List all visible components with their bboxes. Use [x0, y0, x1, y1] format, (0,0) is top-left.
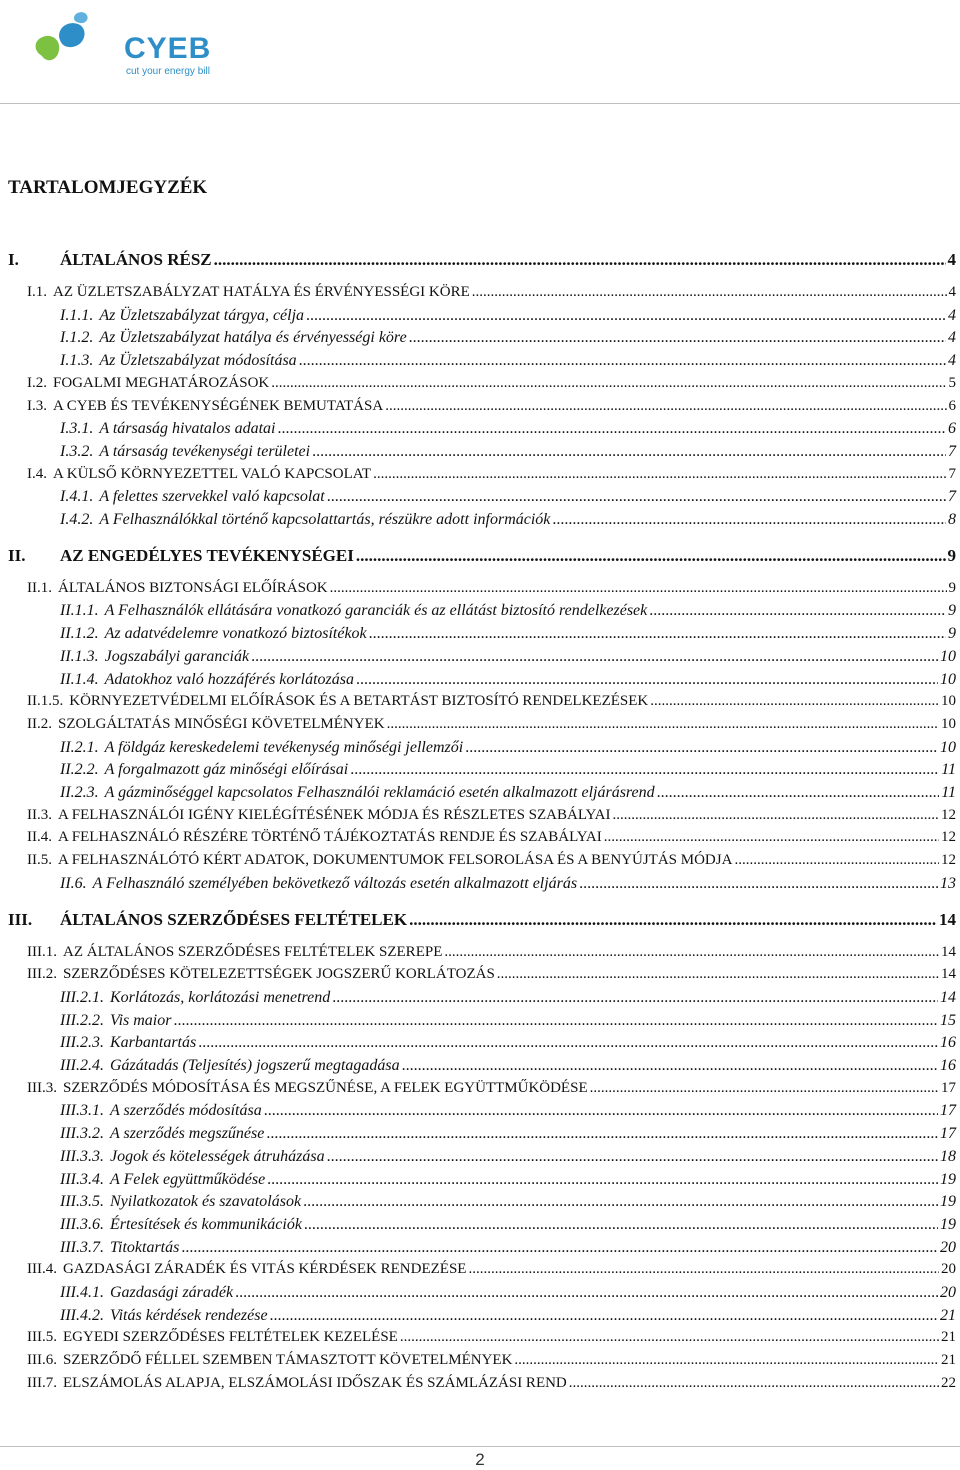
toc-entry-page: 10 [940, 647, 956, 665]
toc-dot-leader [604, 829, 939, 846]
toc-entry-title: Az adatvédelemre vonatkozó biztosítékok [104, 625, 367, 643]
toc-entry-title: Az Üzletszabályzat módosítása [99, 352, 297, 370]
toc-entry-title: Az Üzletszabályzat tárgya, célja [99, 306, 305, 324]
toc-dot-leader [173, 1012, 938, 1030]
toc-dot-leader [579, 875, 938, 893]
toc-entry-number: III.3.5. [60, 1193, 104, 1211]
toc-dot-leader [552, 511, 946, 529]
toc-entry[interactable] [60, 1102, 956, 1124]
toc-entry[interactable] [27, 944, 956, 966]
toc-entry[interactable] [60, 1284, 956, 1306]
toc-dot-leader [465, 739, 938, 757]
toc-entry-page: 9 [948, 625, 956, 643]
toc-entry-title: A FELHASZNÁLÓI IGÉNY KIELÉGÍTÉSÉNEK MÓDJA ÉS RÉSZLETES SZABÁLYAI [58, 806, 611, 823]
toc-entry-page: 9 [948, 602, 956, 620]
toc-entry-number: II. [8, 545, 26, 565]
toc-dot-leader [734, 852, 939, 869]
toc-dot-leader [198, 1034, 938, 1052]
logo-wordmark: CYEB [124, 32, 212, 65]
toc-entry-title: A FELHASZNÁLÓTÓ KÉRT ADATOK, DOKUMENTUMOK FELSOROLÁSA ÉS A BENYÚJTÁS MÓDJA [58, 852, 733, 869]
toc-entry[interactable] [8, 546, 956, 568]
toc-entry-number: II.2.1. [60, 738, 99, 756]
toc-entry-page: 14 [941, 966, 956, 983]
toc-entry-title: SZERZŐDÉS MÓDOSÍTÁSA ÉS MEGSZŰNÉSE, A FELEK EGYÜTTMŰKÖDÉSE [63, 1079, 588, 1096]
toc-entry-page: 8 [948, 511, 956, 528]
toc-dot-leader [181, 1239, 938, 1257]
toc-entry-title: A Felhasználó személyében bekövetkező változás esetén alkalmazott eljárás [92, 874, 578, 892]
toc-dot-leader [330, 580, 947, 597]
toc-entry-page: 5 [948, 374, 956, 391]
toc-dot-leader [514, 1352, 939, 1369]
toc-entry-title: Korlátozás, korlátozási menetrend [109, 988, 331, 1006]
toc-entry-title: AZ ÜZLETSZABÁLYZAT HATÁLYA ÉS ÉRVÉNYESSÉGI KÖRE [53, 284, 470, 300]
toc-dot-leader [303, 1193, 938, 1211]
toc-dot-leader [214, 250, 946, 270]
toc-entry[interactable] [60, 989, 956, 1011]
toc-entry[interactable] [60, 511, 956, 533]
toc-entry-number: I.3.1. [60, 420, 94, 438]
toc-entry-page: 17 [940, 1102, 956, 1120]
toc-entry-title: Titoktartás [109, 1238, 180, 1256]
toc-entry[interactable] [60, 671, 956, 693]
toc-entry-title: Jogszabályi garanciák [104, 647, 250, 665]
toc-entry[interactable] [27, 375, 956, 397]
toc-entry-title: Jogok és kötelességek átruházása [109, 1147, 325, 1165]
toc-entry[interactable] [27, 1080, 956, 1102]
toc-dot-leader [271, 375, 946, 392]
toc-entry[interactable] [60, 1148, 956, 1170]
toc-entry-page: 10 [940, 670, 956, 688]
toc-entry-number: II.4. [27, 829, 52, 846]
toc-entry-title: SZERZŐDÉSES KÖTELEZETTSÉGEK JOGSZERŰ KORLÁTOZÁS [63, 966, 495, 983]
toc-dot-leader [327, 1148, 938, 1166]
toc-dot-leader [350, 761, 939, 779]
toc-entry-number: II.1.4. [60, 670, 99, 688]
toc-entry-number: III.3.1. [60, 1102, 104, 1120]
toc-entry[interactable] [60, 1125, 956, 1147]
toc-entry-title: Nyilatkozatok és szavatolások [109, 1193, 302, 1211]
toc-entry[interactable] [27, 852, 956, 874]
toc-entry-page: 21 [940, 1306, 956, 1324]
toc-dot-leader [387, 716, 939, 733]
toc-dot-leader [332, 989, 938, 1007]
toc-entry-page: 7 [948, 442, 956, 460]
toc-dot-leader [306, 307, 946, 325]
toc-entry-number: I.2. [27, 374, 47, 391]
toc-entry-page: 7 [948, 488, 956, 506]
toc-entry-page: 22 [941, 1374, 956, 1391]
toc-entry-number: III.3.4. [60, 1170, 104, 1188]
toc-entry[interactable] [27, 966, 956, 988]
toc-entry-page: 17 [940, 1125, 956, 1143]
toc-dot-leader [444, 944, 939, 961]
toc-entry-page: 9 [948, 579, 956, 596]
toc-entry-number: I.4. [27, 465, 47, 482]
toc-entry-number: II.1.1. [60, 602, 99, 620]
toc-entry[interactable] [27, 580, 956, 602]
toc-entry-page: 12 [941, 806, 956, 823]
toc-entry-page: 16 [940, 1034, 956, 1052]
toc-entry[interactable] [27, 284, 956, 306]
toc-dot-leader [356, 546, 946, 566]
toc-entry-title: ELSZÁMOLÁS ALAPJA, ELSZÁMOLÁSI IDŐSZAK ÉS SZÁMLÁZÁSI REND [63, 1374, 567, 1391]
toc-entry-title: A társaság hivatalos adatai [99, 420, 276, 438]
toc-dot-leader [235, 1284, 938, 1302]
toc-entry-title: A gázminőséggel kapcsolatos Felhasználói reklamáció esetén alkalmazott eljárásrend [104, 784, 655, 801]
toc-entry[interactable] [27, 1329, 956, 1351]
toc-entry-page: 12 [941, 852, 956, 869]
toc-entry-number: I. [8, 250, 19, 269]
toc-entry[interactable] [60, 329, 956, 351]
toc-entry[interactable] [27, 829, 956, 851]
toc-entry-number: I.1.3. [60, 352, 94, 370]
toc-entry[interactable] [27, 398, 956, 420]
toc-entry-page: 10 [941, 693, 956, 710]
toc-entry-title: A KÜLSŐ KÖRNYEZETTEL VALÓ KAPCSOLAT [53, 465, 372, 482]
toc-entry-title: A szerződés megszűnése [109, 1125, 265, 1143]
toc-entry[interactable] [60, 784, 956, 806]
toc-entry-page: 17 [941, 1079, 956, 1096]
toc-entry-number: III.4. [27, 1261, 57, 1278]
toc-dot-leader [264, 1102, 938, 1120]
toc-entry-number: I.3. [27, 397, 47, 414]
toc-entry-title: ÁLTALÁNOS RÉSZ [60, 250, 212, 269]
toc-dot-leader [400, 1329, 939, 1346]
toc-entry[interactable] [60, 648, 956, 670]
toc-dot-leader [402, 1057, 938, 1075]
toc-entry-title: SZERZŐDŐ FÉLLEL SZEMBEN TÁMASZTOTT KÖVETELMÉNYEK [63, 1352, 513, 1369]
toc-entry-page: 11 [941, 761, 956, 779]
toc-entry-page: 9 [947, 545, 956, 565]
toc-entry-page: 11 [941, 784, 956, 801]
toc-dot-leader [266, 1125, 938, 1143]
toc-entry-title: A forgalmazott gáz minőségi előírásai [104, 761, 349, 779]
toc-entry[interactable] [60, 420, 956, 442]
toc-entry[interactable] [27, 1261, 956, 1283]
toc-entry-number: III.7. [27, 1374, 57, 1391]
toc-entry-page: 16 [940, 1057, 956, 1074]
page-title: TARTALOMJEGYZÉK [8, 177, 208, 198]
toc-entry-page: 20 [940, 1238, 956, 1256]
toc-entry-page: 15 [940, 1011, 956, 1029]
toc-dot-leader [409, 329, 946, 347]
toc-entry-number: III.4.1. [60, 1284, 104, 1301]
toc-entry[interactable] [27, 807, 956, 829]
toc-entry-number: III.2.4. [60, 1057, 104, 1074]
toc-entry-number: II.1.3. [60, 647, 99, 665]
toc-entry-title: Adatokhoz való hozzáférés korlátozása [104, 670, 354, 688]
toc-entry-number: II.2.3. [60, 784, 99, 801]
toc-entry-number: I.1. [27, 284, 47, 300]
toc-entry[interactable] [60, 875, 956, 897]
toc-entry-page: 21 [941, 1329, 956, 1346]
toc-entry[interactable] [60, 1034, 956, 1056]
toc-entry-title: Gázátadás (Teljesítés) jogszerű megtagadása [109, 1057, 400, 1074]
toc-entry-page: 18 [940, 1147, 956, 1165]
toc-entry-page: 4 [948, 329, 956, 347]
toc-dot-leader [613, 807, 940, 824]
toc-entry-page: 14 [941, 943, 956, 960]
toc-dot-leader [278, 420, 947, 438]
toc-dot-leader [312, 443, 946, 461]
toc-entry-title: Gazdasági záradék [109, 1284, 234, 1301]
toc-entry[interactable] [27, 1375, 956, 1397]
toc-entry[interactable] [60, 602, 956, 624]
toc-entry[interactable] [27, 1352, 956, 1374]
toc-dot-leader [373, 466, 946, 483]
toc-entry-title: A földgáz kereskedelemi tevékenység minőségi jellemzői [104, 738, 464, 756]
toc-entry-page: 10 [941, 715, 956, 732]
toc-dot-leader [304, 1216, 938, 1234]
toc-entry-number: I.4.2. [60, 511, 94, 528]
toc-dot-leader [472, 284, 947, 301]
toc-entry-title: Az Üzletszabályzat hatálya és érvényességi köre [99, 329, 407, 347]
toc-entry[interactable] [60, 488, 956, 510]
toc-entry[interactable] [60, 443, 956, 465]
toc-entry[interactable] [60, 1239, 956, 1261]
toc-entry-number: III.2.3. [60, 1034, 104, 1052]
toc-entry-title: FOGALMI MEGHATÁROZÁSOK [53, 374, 270, 391]
toc-entry-page: 6 [948, 420, 956, 438]
toc-entry-number: III.2. [27, 966, 57, 983]
toc-dot-leader [590, 1080, 939, 1097]
header-divider [0, 103, 960, 104]
toc-dot-leader [409, 910, 937, 930]
toc-dot-leader [270, 1307, 938, 1325]
toc-entry-page: 21 [941, 1352, 956, 1369]
toc-entry-number: III. [8, 909, 33, 929]
toc-entry-page: 4 [948, 352, 956, 370]
toc-entry-page: 19 [940, 1170, 956, 1188]
toc-entry-number: I.1.1. [60, 306, 94, 324]
toc-entry-title: GAZDASÁGI ZÁRADÉK ÉS VITÁS KÉRDÉSEK RENDEZÉSE [63, 1261, 467, 1278]
logo-tagline: cut your energy bill [126, 66, 210, 77]
toc-entry-number: III.1. [27, 943, 57, 960]
toc-dot-leader [267, 1171, 938, 1189]
toc-entry-number: II.3. [27, 806, 52, 823]
toc-entry[interactable] [8, 250, 956, 272]
toc-entry[interactable] [27, 693, 956, 715]
cyeb-logo [30, 10, 212, 80]
toc-entry-number: II.1. [27, 579, 52, 596]
toc-entry-page: 10 [940, 738, 956, 756]
toc-dot-leader [369, 625, 946, 643]
toc-dot-leader [649, 602, 946, 620]
toc-entry-title: SZOLGÁLTATÁS MINŐSÉGI KÖVETELMÉNYEK [58, 715, 385, 732]
toc-entry[interactable] [60, 761, 956, 783]
droplets-logo-icon [30, 10, 100, 80]
toc-entry-title: Vis maior [109, 1011, 172, 1029]
toc-entry[interactable] [8, 910, 956, 932]
toc-entry-number: II.2.2. [60, 761, 99, 779]
toc-entry-page: 4 [948, 306, 956, 324]
toc-entry-page: 19 [940, 1215, 956, 1233]
toc-dot-leader [251, 648, 938, 666]
toc-entry-number: II.1.5. [27, 693, 64, 710]
toc-entry-number: III.3. [27, 1079, 57, 1096]
toc-entry-title: A szerződés módosítása [109, 1102, 262, 1120]
toc-entry-number: III.3.2. [60, 1125, 104, 1143]
toc-entry[interactable] [60, 1307, 956, 1329]
toc-dot-leader [356, 671, 938, 689]
toc-dot-leader [385, 398, 946, 415]
toc-dot-leader [650, 693, 939, 710]
toc-entry[interactable] [27, 466, 956, 488]
toc-entry[interactable] [60, 1057, 956, 1079]
toc-entry-page: 12 [941, 829, 956, 846]
toc-entry[interactable] [60, 1193, 956, 1215]
toc-entry-page: 14 [939, 909, 956, 929]
toc-entry-number: II.5. [27, 852, 52, 869]
toc-entry-page: 14 [940, 988, 956, 1006]
toc-entry-title: Vitás kérdések rendezése [109, 1306, 268, 1324]
toc-entry[interactable] [60, 625, 956, 647]
toc-entry-page: 19 [940, 1193, 956, 1211]
toc-entry-title: A Felek együttműködése [109, 1170, 266, 1188]
toc-entry-number: I.3.2. [60, 442, 94, 460]
toc-entry-page: 6 [948, 397, 956, 414]
toc-entry-page: 20 [941, 1261, 956, 1278]
toc-entry-title: AZ ÁLTALÁNOS SZERZŐDÉSES FELTÉTELEK SZEREPE [63, 943, 443, 960]
toc-dot-leader [657, 784, 940, 802]
toc-entry-title: A Felhasználók ellátására vonatkozó garanciák és az ellátást biztosító rendelkezések [104, 602, 648, 620]
toc-entry[interactable] [60, 1012, 956, 1034]
toc-entry-number: III.5. [27, 1329, 57, 1346]
toc-entry-title: ÁLTALÁNOS SZERZŐDÉSES FELTÉTELEK [60, 909, 408, 929]
toc-entry-number: III.2.2. [60, 1011, 104, 1029]
toc-entry-title: EGYEDI SZERZŐDÉSES FELTÉTELEK KEZELÉSE [63, 1329, 398, 1346]
toc-entry-title: Értesítések és kommunikációk [109, 1215, 302, 1233]
page-number: 2 [475, 1450, 485, 1469]
toc-dot-leader [299, 352, 946, 370]
toc-entry-page: 4 [947, 250, 956, 269]
toc-entry-number: III.6. [27, 1352, 57, 1369]
toc-dot-leader [569, 1375, 939, 1392]
toc-entry-number: II.1.2. [60, 625, 99, 643]
toc-entry-number: I.1.2. [60, 329, 94, 347]
toc-entry-number: III.3.6. [60, 1215, 104, 1233]
toc-entry-title: AZ ENGEDÉLYES TEVÉKENYSÉGEI [60, 545, 354, 565]
toc-entry[interactable] [60, 1171, 956, 1193]
toc-entry[interactable] [60, 739, 956, 761]
toc-entry-title: Karbantartás [109, 1034, 197, 1052]
toc-entry-title: ÁLTALÁNOS BIZTONSÁGI ELŐÍRÁSOK [58, 579, 328, 596]
toc-entry-number: II.2. [27, 715, 52, 732]
toc-entry[interactable] [60, 307, 956, 329]
toc-entry-title: A CYEB ÉS TEVÉKENYSÉGÉNEK BEMUTATÁSA [53, 397, 384, 414]
toc-dot-leader [468, 1261, 939, 1278]
toc-entry-title: A Felhasználókkal történő kapcsolattartás, részükre adott információk [99, 511, 551, 528]
toc-entry-title: A társaság tevékenységi területei [99, 442, 311, 460]
toc-entry-number: III.3.7. [60, 1238, 104, 1256]
toc-entry-number: III.4.2. [60, 1306, 104, 1324]
toc-entry-number: III.3.3. [60, 1147, 104, 1165]
toc-entry-title: KÖRNYEZETVÉDELMI ELŐÍRÁSOK ÉS A BETARTÁST BIZTOSÍTÓ RENDELKEZÉSEK [69, 693, 649, 710]
toc-entry-page: 13 [940, 874, 956, 892]
toc-entry-title: A felettes szervekkel való kapcsolat [99, 488, 325, 506]
toc-entry-number: III.2.1. [60, 988, 104, 1006]
toc-entry-number: II.6. [60, 874, 87, 892]
toc-entry-page: 4 [948, 284, 956, 300]
toc-entry-page: 20 [940, 1284, 956, 1301]
toc-entry-page: 7 [948, 465, 956, 482]
toc-entry-number: I.4.1. [60, 488, 94, 506]
toc-dot-leader [497, 966, 939, 983]
footer-divider [0, 1446, 960, 1447]
toc-dot-leader [327, 488, 946, 506]
toc-entry[interactable] [60, 1216, 956, 1238]
toc-entry-title: A FELHASZNÁLÓ RÉSZÉRE TÖRTÉNŐ TÁJÉKOZTATÁS RENDJE ÉS SZABÁLYAI [58, 829, 602, 846]
toc-entry[interactable] [27, 716, 956, 738]
toc-entry[interactable] [60, 352, 956, 374]
